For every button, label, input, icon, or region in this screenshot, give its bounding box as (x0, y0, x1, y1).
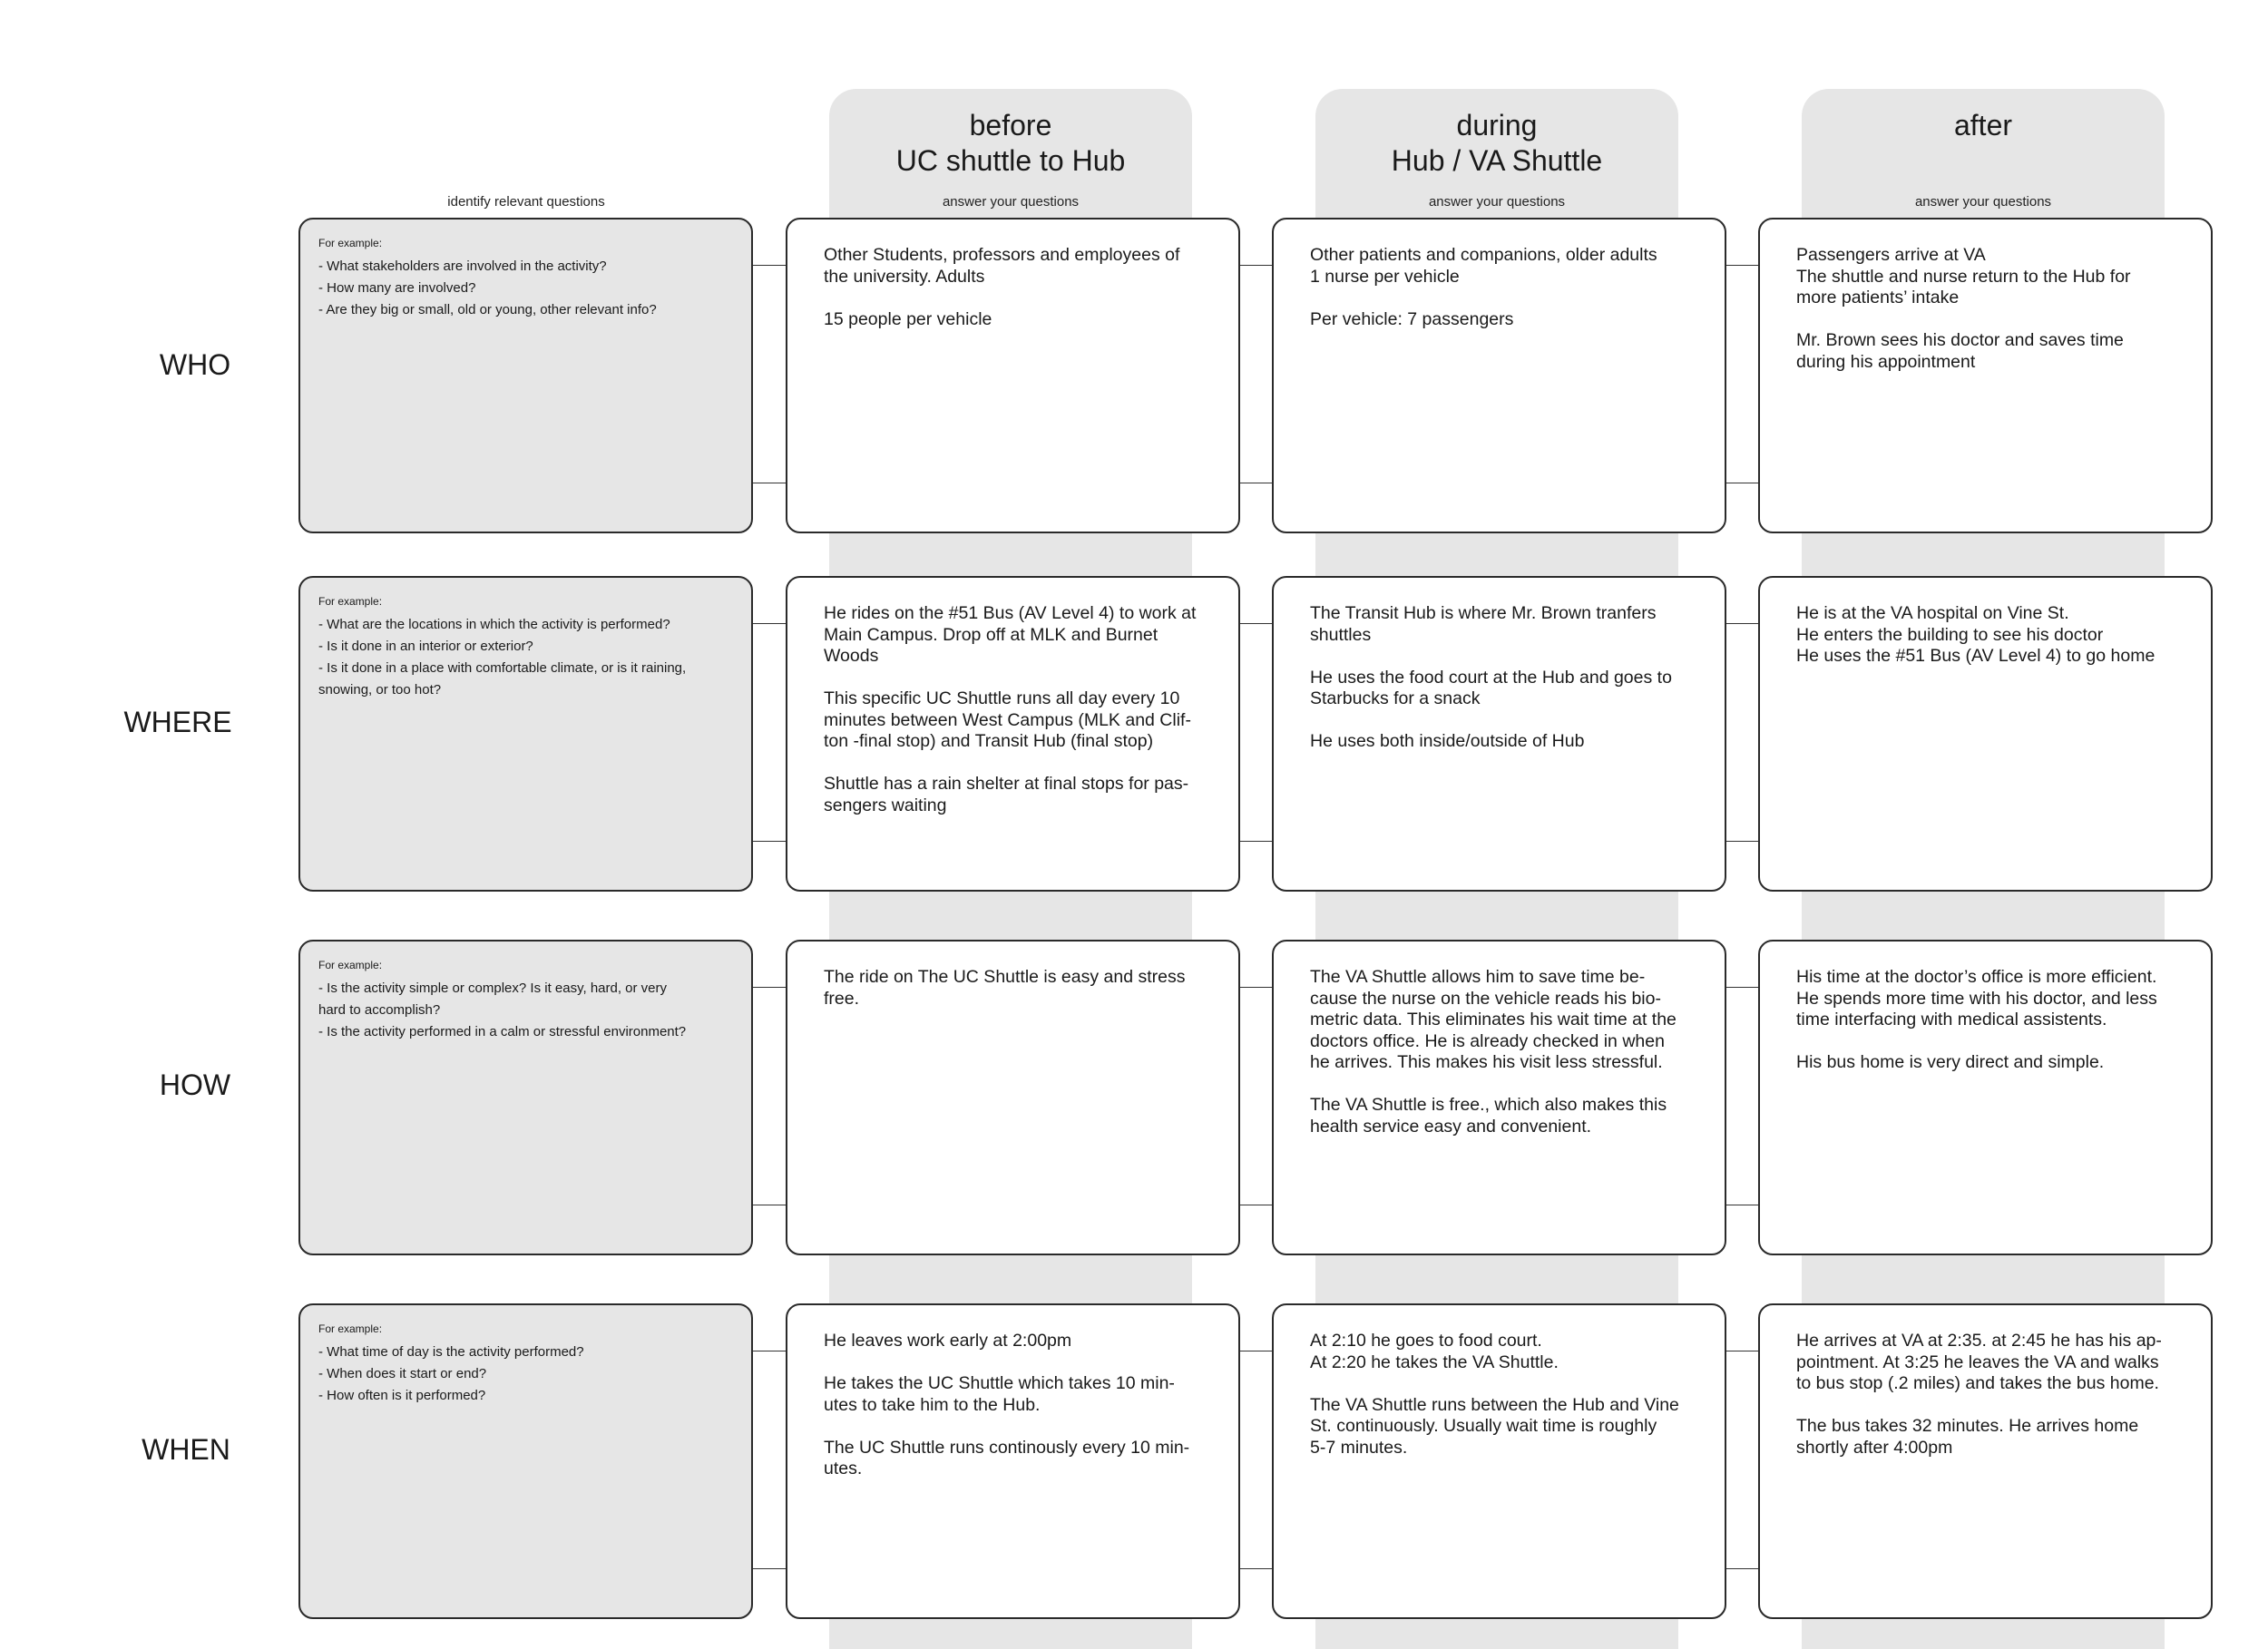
answer-line: He uses the food court at the Hub and goes to (1310, 667, 1672, 688)
answer-line: Other patients and companions, older adults (1310, 245, 1657, 265)
question-item: - What time of day is the activity performed? (318, 1344, 584, 1360)
column-title-line2: Hub / VA Shuttle (1391, 144, 1603, 177)
answer-card-how-during (1272, 940, 1726, 1255)
answer-line: he arrives. This makes his visit less stressful. (1310, 1052, 1663, 1072)
answer-line: St. continuously. Usually wait time is roughly (1310, 1416, 1657, 1436)
answer-card-who-after (1758, 218, 2213, 533)
answer-line: He arrives at VA at 2:35. at 2:45 he has his ap- (1796, 1331, 2162, 1351)
answer-card-where-during (1272, 576, 1726, 892)
connector-line (1240, 623, 1272, 624)
answer-line: At 2:20 he takes the VA Shuttle. (1310, 1351, 1559, 1372)
answer-label-before: answer your questions (942, 194, 1080, 210)
column-title-after (1802, 108, 2165, 143)
answer-line: shortly after 4:00pm (1796, 1437, 1953, 1458)
connector-line (753, 623, 786, 624)
connector-line (753, 987, 786, 988)
answer-line: This specific UC Shuttle runs all day every 10 (824, 688, 1180, 708)
answer-line: The ride on The UC Shuttle is easy and stress (824, 967, 1186, 987)
answer-line: free. (824, 988, 860, 1009)
answer-line: He rides on the #51 Bus (AV Level 4) to work at (824, 603, 1197, 623)
row-label-where: WHERE (123, 706, 232, 738)
connector-line (753, 265, 786, 266)
question-item: - Is it done in a place with comfortable climate, or is it raining, (318, 660, 687, 676)
answer-line: He spends more time with his doctor, and less (1796, 988, 2157, 1009)
answer-line: He takes the UC Shuttle which takes 10 min- (824, 1373, 1175, 1393)
connector-line (753, 1568, 786, 1569)
question-card-who (298, 218, 753, 533)
answer-card-how-after (1758, 940, 2213, 1255)
answer-line: Woods (824, 646, 879, 666)
question-item: - What stakeholders are involved in the activity? (318, 259, 607, 274)
question-item: - Are they big or small, old or young, other relevant info? (318, 302, 657, 317)
answer-line: At 2:10 he goes to food court. (1310, 1331, 1542, 1351)
row-label-how: HOW (159, 1068, 231, 1101)
answer-line: The VA Shuttle is free., which also makes this (1310, 1095, 1667, 1115)
answer-line: metric data. This eliminates his wait time at the (1310, 1010, 1677, 1029)
column-title-before (829, 108, 1192, 179)
connector-line (1726, 623, 1758, 624)
example-heading: For example: (318, 959, 383, 971)
question-card-where (298, 576, 753, 892)
answer-card-when-during (1272, 1303, 1726, 1619)
question-item: - When does it start or end? (318, 1366, 487, 1381)
answer-line: utes. (824, 1459, 863, 1478)
connector-line (1240, 265, 1272, 266)
question-card-when (298, 1303, 753, 1619)
answer-line: to bus stop (.2 miles) and takes the bus home. (1796, 1373, 2159, 1393)
answer-line: The VA Shuttle runs between the Hub and Vine (1310, 1394, 1679, 1415)
answer-line: He leaves work early at 2:00pm (824, 1331, 1072, 1351)
answer-line: Starbucks for a snack (1310, 688, 1481, 708)
answer-line: the university. Adults (824, 266, 985, 287)
question-item: hard to accomplish? (318, 1002, 441, 1018)
answer-label-after: answer your questions (1914, 194, 2052, 210)
answer-line: 1 nurse per vehicle (1310, 266, 1460, 287)
answer-line: The bus takes 32 minutes. He arrives home (1796, 1416, 2139, 1436)
answer-card-who-during (1272, 218, 1726, 533)
answer-line: The VA Shuttle allows him to save time be- (1310, 967, 1646, 987)
answer-card-where-after (1758, 576, 2213, 892)
question-item: - What are the locations in which the activity is performed? (318, 617, 670, 632)
answer-line: more patients’ intake (1796, 288, 1960, 307)
answer-line: ton -final stop) and Transit Hub (final stop) (824, 731, 1154, 751)
answer-line: 5-7 minutes. (1310, 1437, 1408, 1458)
answer-card-how-before (786, 940, 1240, 1255)
answer-line: Shuttle has a rain shelter at final stops for pas- (824, 774, 1189, 794)
answer-line: Mr. Brown sees his doctor and saves time (1796, 330, 2124, 350)
question-item: - Is the activity simple or complex? Is it easy, hard, or very (318, 981, 668, 996)
answer-label-during: answer your questions (1428, 194, 1566, 210)
answer-line: He uses the #51 Bus (AV Level 4) to go home (1796, 646, 2156, 666)
example-heading: For example: (318, 1322, 383, 1335)
answer-line: His bus home is very direct and simple. (1796, 1052, 2105, 1072)
answer-card-where-before (786, 576, 1240, 892)
question-item: - How often is it performed? (318, 1388, 486, 1403)
question-item: - How many are involved? (318, 280, 476, 296)
answer-line: He is at the VA hospital on Vine St. (1796, 603, 2069, 623)
row-label-who: WHO (159, 348, 231, 381)
connector-line (1240, 841, 1272, 842)
connector-line (1240, 1568, 1272, 1569)
answer-line: health service easy and convenient. (1310, 1116, 1592, 1137)
answer-card-when-before (786, 1303, 1240, 1619)
answer-line: He uses both inside/outside of Hub (1310, 731, 1585, 751)
answer-line: Passengers arrive at VA (1796, 245, 1986, 265)
example-heading: For example: (318, 595, 383, 608)
question-item: - Is it done in an interior or exterior? (318, 639, 533, 654)
question-item: - Is the activity performed in a calm or stressful environment? (318, 1024, 687, 1039)
column-title-line1: before (969, 109, 1052, 141)
column-title-line1: after (1953, 109, 2013, 141)
connector-line (1726, 987, 1758, 988)
answer-line: time interfacing with medical assistents. (1796, 1010, 2107, 1029)
column-title-during (1315, 108, 1678, 179)
example-heading: For example: (318, 237, 383, 249)
answer-line: 15 people per vehicle (824, 308, 992, 329)
column-title-line1: during (1456, 109, 1538, 141)
questions-header: identify relevant questions (447, 194, 605, 210)
column-title-line2: UC shuttle to Hub (895, 144, 1126, 177)
answer-line: The UC Shuttle runs continously every 10 min- (824, 1437, 1190, 1458)
question-card-how (298, 940, 753, 1255)
question-item: snowing, or too hot? (318, 682, 442, 698)
connector-line (753, 841, 786, 842)
answer-line: doctors office. He is already checked in when (1310, 1030, 1665, 1051)
answer-line: shuttles (1310, 624, 1372, 645)
answer-card-when-after (1758, 1303, 2213, 1619)
connector-line (1726, 265, 1758, 266)
answer-line: Per vehicle: 7 passengers (1310, 308, 1514, 329)
answer-line: The shuttle and nurse return to the Hub for (1796, 266, 2131, 287)
answer-line: Main Campus. Drop off at MLK and Burnet (824, 624, 1158, 645)
connector-line (1726, 1568, 1758, 1569)
answer-line: sengers waiting (824, 795, 947, 815)
answer-line: utes to take him to the Hub. (824, 1394, 1041, 1415)
answer-line: He enters the building to see his doctor (1796, 624, 2104, 645)
answer-card-who-before (786, 218, 1240, 533)
row-label-when: WHEN (142, 1433, 230, 1466)
answer-line: His time at the doctor’s office is more efficient. (1796, 967, 2157, 987)
answer-line: pointment. At 3:25 he leaves the VA and walks (1796, 1351, 2159, 1372)
answer-line: Other Students, professors and employees of (824, 245, 1180, 265)
answer-line: minutes between West Campus (MLK and Clif- (824, 709, 1191, 730)
answer-line: cause the nurse on the vehicle reads his bio- (1310, 988, 1661, 1009)
answer-line: The Transit Hub is where Mr. Brown tranfers (1310, 603, 1657, 623)
connector-line (1726, 841, 1758, 842)
answer-line: during his appointment (1796, 351, 1976, 372)
connector-line (1240, 987, 1272, 988)
